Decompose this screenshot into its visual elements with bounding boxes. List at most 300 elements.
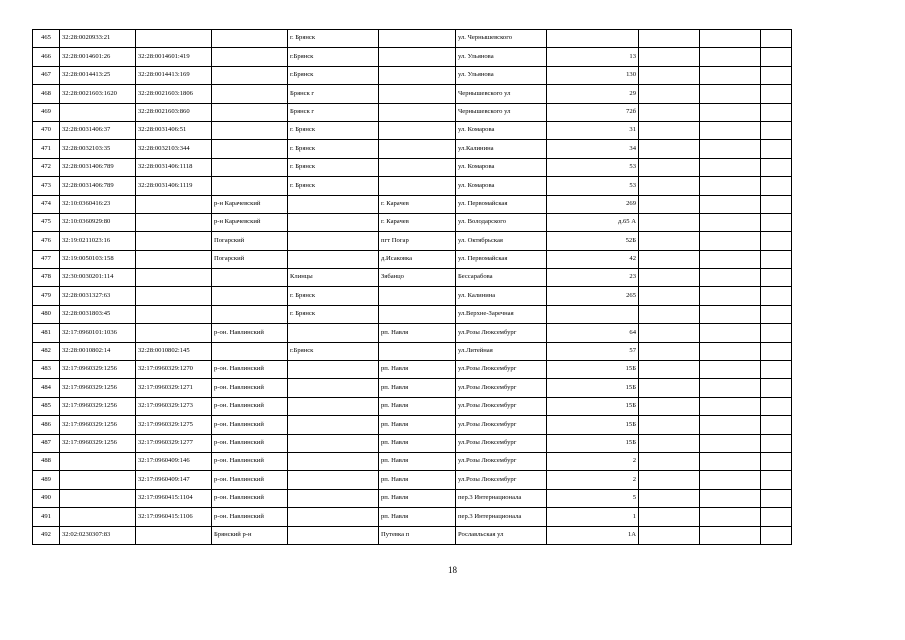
- table-row: [33, 416, 792, 434]
- city-cell: г.Брянск: [288, 66, 379, 84]
- cadastral-number-cell: 32:02:0230307:83: [60, 526, 136, 544]
- street-cell: Чернышевского ул: [456, 103, 547, 121]
- table-row: [33, 434, 792, 452]
- street-cell: ул.Калинина: [456, 140, 547, 158]
- city-cell: [288, 434, 379, 452]
- street-cell: ул. Первомайская: [456, 250, 547, 268]
- city-cell: Брянск г: [288, 85, 379, 103]
- cadastral-number-cell: 32:10:0360929:80: [60, 213, 136, 231]
- cadastral-number-2-cell: [136, 213, 212, 231]
- settlement-cell: г. Карачев: [379, 213, 456, 231]
- row-number: 481: [33, 324, 60, 342]
- cadastral-number-cell: 32:28:0031803:45: [60, 305, 136, 323]
- street-cell: ул. Чернышевского: [456, 30, 547, 48]
- cadastral-number-cell: 32:28:0014413:25: [60, 66, 136, 84]
- cadastral-number-cell: 32:19:0211023:16: [60, 232, 136, 250]
- empty-cell: [700, 379, 761, 397]
- street-cell: ул. Комарова: [456, 177, 547, 195]
- settlement-cell: рп. Навля: [379, 452, 456, 470]
- empty-cell: [700, 121, 761, 139]
- district-cell: р-он. Навлинский: [212, 471, 288, 489]
- row-number: 491: [33, 508, 60, 526]
- city-cell: г.Брянск: [288, 342, 379, 360]
- table-row: [33, 140, 792, 158]
- district-cell: р-он. Навлинский: [212, 508, 288, 526]
- city-cell: [288, 489, 379, 507]
- city-cell: [288, 379, 379, 397]
- empty-cell: [761, 471, 792, 489]
- cadastral-number-cell: 32:28:0032103:35: [60, 140, 136, 158]
- cadastral-number-2-cell: 32:28:0010802:145: [136, 342, 212, 360]
- empty-cell: [639, 416, 700, 434]
- empty-cell: [761, 85, 792, 103]
- empty-cell: [700, 526, 761, 544]
- empty-cell: [761, 158, 792, 176]
- empty-cell: [639, 342, 700, 360]
- house-number-cell: 15Б: [547, 434, 639, 452]
- house-number-cell: 15Б: [547, 416, 639, 434]
- house-number-cell: 265: [547, 287, 639, 305]
- city-cell: г.Брянск: [288, 48, 379, 66]
- empty-cell: [761, 177, 792, 195]
- empty-cell: [761, 379, 792, 397]
- cadastral-number-cell: 32:17:0960101:1036: [60, 324, 136, 342]
- empty-cell: [761, 269, 792, 287]
- empty-cell: [639, 305, 700, 323]
- district-cell: [212, 85, 288, 103]
- table-row: [33, 121, 792, 139]
- district-cell: [212, 140, 288, 158]
- street-cell: ул. Калинина: [456, 287, 547, 305]
- empty-cell: [639, 30, 700, 48]
- cadastral-number-2-cell: 32:17:0960409:146: [136, 452, 212, 470]
- table-row: [33, 30, 792, 48]
- empty-cell: [639, 158, 700, 176]
- house-number-cell: [547, 30, 639, 48]
- empty-cell: [761, 416, 792, 434]
- cadastral-number-2-cell: [136, 305, 212, 323]
- cadastral-number-2-cell: 32:28:0032103:344: [136, 140, 212, 158]
- empty-cell: [639, 324, 700, 342]
- cadastral-number-cell: [60, 489, 136, 507]
- cadastral-number-2-cell: [136, 232, 212, 250]
- district-cell: р-он. Навлинский: [212, 324, 288, 342]
- district-cell: Погарский: [212, 250, 288, 268]
- row-number: 482: [33, 342, 60, 360]
- city-cell: г. Брянск: [288, 177, 379, 195]
- row-number: 483: [33, 361, 60, 379]
- city-cell: [288, 397, 379, 415]
- settlement-cell: рп. Навля: [379, 379, 456, 397]
- district-cell: [212, 158, 288, 176]
- district-cell: [212, 287, 288, 305]
- city-cell: [288, 213, 379, 231]
- house-number-cell: 1А: [547, 526, 639, 544]
- house-number-cell: 15Б: [547, 379, 639, 397]
- row-number: 478: [33, 269, 60, 287]
- cadastral-number-2-cell: 32:17:0960329:1270: [136, 361, 212, 379]
- empty-cell: [761, 287, 792, 305]
- empty-cell: [700, 397, 761, 415]
- table-row: [33, 250, 792, 268]
- address-table: [32, 29, 792, 545]
- house-number-cell: 130: [547, 66, 639, 84]
- empty-cell: [639, 434, 700, 452]
- city-cell: г. Брянск: [288, 30, 379, 48]
- settlement-cell: [379, 158, 456, 176]
- table-row: [33, 489, 792, 507]
- row-number: 469: [33, 103, 60, 121]
- row-number: 479: [33, 287, 60, 305]
- empty-cell: [639, 489, 700, 507]
- house-number-cell: [547, 305, 639, 323]
- settlement-cell: рп. Навля: [379, 489, 456, 507]
- row-number: 492: [33, 526, 60, 544]
- city-cell: Клинцы: [288, 269, 379, 287]
- street-cell: Рославльская ул: [456, 526, 547, 544]
- table-row: [33, 232, 792, 250]
- cadastral-number-2-cell: 32:28:0031406:1119: [136, 177, 212, 195]
- district-cell: р-н Карачевский: [212, 213, 288, 231]
- settlement-cell: Зябанцо: [379, 269, 456, 287]
- empty-cell: [639, 140, 700, 158]
- empty-cell: [700, 269, 761, 287]
- district-cell: [212, 342, 288, 360]
- empty-cell: [700, 177, 761, 195]
- cadastral-number-cell: 32:28:0010802:14: [60, 342, 136, 360]
- empty-cell: [700, 342, 761, 360]
- empty-cell: [700, 489, 761, 507]
- table-row: [33, 195, 792, 213]
- empty-cell: [761, 508, 792, 526]
- house-number-cell: 15Б: [547, 397, 639, 415]
- empty-cell: [761, 361, 792, 379]
- district-cell: [212, 103, 288, 121]
- city-cell: [288, 452, 379, 470]
- settlement-cell: [379, 287, 456, 305]
- empty-cell: [639, 471, 700, 489]
- row-number: 487: [33, 434, 60, 452]
- district-cell: [212, 48, 288, 66]
- settlement-cell: [379, 140, 456, 158]
- row-number: 475: [33, 213, 60, 231]
- row-number: 489: [33, 471, 60, 489]
- house-number-cell: 2: [547, 471, 639, 489]
- empty-cell: [639, 287, 700, 305]
- street-cell: ул. Первомайская: [456, 195, 547, 213]
- settlement-cell: [379, 30, 456, 48]
- table-row: [33, 379, 792, 397]
- empty-cell: [761, 526, 792, 544]
- empty-cell: [700, 324, 761, 342]
- empty-cell: [639, 452, 700, 470]
- house-number-cell: д.65 А: [547, 213, 639, 231]
- table-row: [33, 48, 792, 66]
- table-row: [33, 526, 792, 544]
- house-number-cell: 2: [547, 452, 639, 470]
- house-number-cell: 72б: [547, 103, 639, 121]
- cadastral-number-2-cell: 32:17:0960409:147: [136, 471, 212, 489]
- cadastral-number-cell: [60, 508, 136, 526]
- settlement-cell: рп. Навля: [379, 508, 456, 526]
- cadastral-number-cell: 32:17:0960329:1256: [60, 397, 136, 415]
- street-cell: ул.Розы Люксембург: [456, 416, 547, 434]
- house-number-cell: 53: [547, 177, 639, 195]
- street-cell: ул.Розы Люксембург: [456, 324, 547, 342]
- street-cell: ул. Комарова: [456, 121, 547, 139]
- cadastral-number-2-cell: [136, 195, 212, 213]
- street-cell: ул.Розы Люксембург: [456, 379, 547, 397]
- cadastral-number-cell: 32:17:0960329:1256: [60, 379, 136, 397]
- address-table-container: [32, 29, 792, 545]
- settlement-cell: Путевка п: [379, 526, 456, 544]
- empty-cell: [700, 361, 761, 379]
- empty-cell: [700, 416, 761, 434]
- table-row: [33, 452, 792, 470]
- table-row: [33, 158, 792, 176]
- settlement-cell: рп. Навля: [379, 416, 456, 434]
- cadastral-number-2-cell: 32:28:0031406:1118: [136, 158, 212, 176]
- cadastral-number-cell: 32:30:0030201:114: [60, 269, 136, 287]
- empty-cell: [700, 66, 761, 84]
- cadastral-number-2-cell: [136, 526, 212, 544]
- empty-cell: [639, 397, 700, 415]
- row-number: 485: [33, 397, 60, 415]
- empty-cell: [700, 213, 761, 231]
- empty-cell: [639, 48, 700, 66]
- street-cell: ул.Розы Люксембург: [456, 471, 547, 489]
- cadastral-number-cell: [60, 452, 136, 470]
- house-number-cell: 13: [547, 48, 639, 66]
- table-row: [33, 103, 792, 121]
- row-number: 480: [33, 305, 60, 323]
- city-cell: [288, 250, 379, 268]
- table-row: [33, 177, 792, 195]
- row-number: 470: [33, 121, 60, 139]
- empty-cell: [700, 30, 761, 48]
- city-cell: [288, 195, 379, 213]
- empty-cell: [639, 85, 700, 103]
- city-cell: [288, 508, 379, 526]
- empty-cell: [700, 434, 761, 452]
- street-cell: ул. Ульянова: [456, 66, 547, 84]
- settlement-cell: рп. Навля: [379, 471, 456, 489]
- street-cell: Чернышевского ул: [456, 85, 547, 103]
- cadastral-number-cell: 32:17:0960329:1256: [60, 416, 136, 434]
- row-number: 471: [33, 140, 60, 158]
- street-cell: ул.Верхне-Заречная: [456, 305, 547, 323]
- settlement-cell: [379, 342, 456, 360]
- house-number-cell: 42: [547, 250, 639, 268]
- row-number: 467: [33, 66, 60, 84]
- district-cell: р-он. Навлинский: [212, 416, 288, 434]
- row-number: 468: [33, 85, 60, 103]
- empty-cell: [700, 85, 761, 103]
- empty-cell: [700, 158, 761, 176]
- city-cell: Брянск г: [288, 103, 379, 121]
- cadastral-number-2-cell: 32:28:0031406:51: [136, 121, 212, 139]
- empty-cell: [639, 195, 700, 213]
- house-number-cell: 15Б: [547, 361, 639, 379]
- row-number: 484: [33, 379, 60, 397]
- empty-cell: [761, 213, 792, 231]
- row-number: 466: [33, 48, 60, 66]
- cadastral-number-cell: 32:28:0031406:37: [60, 121, 136, 139]
- street-cell: ул.Розы Люксембург: [456, 397, 547, 415]
- empty-cell: [761, 48, 792, 66]
- street-cell: ул. Октябрьская: [456, 232, 547, 250]
- cadastral-number-cell: [60, 103, 136, 121]
- empty-cell: [761, 121, 792, 139]
- settlement-cell: [379, 66, 456, 84]
- empty-cell: [761, 103, 792, 121]
- house-number-cell: 1: [547, 508, 639, 526]
- cadastral-number-cell: 32:28:0021603:1620: [60, 85, 136, 103]
- row-number: 465: [33, 30, 60, 48]
- street-cell: пер.3 Интернационала: [456, 489, 547, 507]
- city-cell: [288, 232, 379, 250]
- city-cell: г. Брянск: [288, 305, 379, 323]
- district-cell: [212, 30, 288, 48]
- district-cell: р-он. Навлинский: [212, 397, 288, 415]
- cadastral-number-cell: 32:28:0031406:789: [60, 177, 136, 195]
- row-number: 476: [33, 232, 60, 250]
- empty-cell: [700, 103, 761, 121]
- cadastral-number-2-cell: [136, 269, 212, 287]
- cadastral-number-2-cell: [136, 287, 212, 305]
- cadastral-number-cell: 32:19:0050103:158: [60, 250, 136, 268]
- table-row: [33, 324, 792, 342]
- house-number-cell: 52Б: [547, 232, 639, 250]
- empty-cell: [700, 250, 761, 268]
- empty-cell: [700, 508, 761, 526]
- empty-cell: [700, 452, 761, 470]
- row-number: 477: [33, 250, 60, 268]
- empty-cell: [639, 269, 700, 287]
- table-row: [33, 269, 792, 287]
- street-cell: ул.Литейная: [456, 342, 547, 360]
- street-cell: Бессарабова: [456, 269, 547, 287]
- row-number: 490: [33, 489, 60, 507]
- settlement-cell: [379, 305, 456, 323]
- cadastral-number-cell: 32:28:0014601:26: [60, 48, 136, 66]
- table-row: [33, 471, 792, 489]
- settlement-cell: [379, 48, 456, 66]
- cadastral-number-cell: 32:28:0031406:789: [60, 158, 136, 176]
- street-cell: пер.3 Интернационала: [456, 508, 547, 526]
- empty-cell: [700, 232, 761, 250]
- row-number: 488: [33, 452, 60, 470]
- district-cell: [212, 269, 288, 287]
- cadastral-number-2-cell: 32:28:0014601:419: [136, 48, 212, 66]
- cadastral-number-2-cell: [136, 30, 212, 48]
- empty-cell: [761, 140, 792, 158]
- table-row: [33, 287, 792, 305]
- city-cell: [288, 361, 379, 379]
- district-cell: р-он. Навлинский: [212, 434, 288, 452]
- empty-cell: [639, 177, 700, 195]
- district-cell: р-он. Навлинский: [212, 489, 288, 507]
- city-cell: г. Брянск: [288, 140, 379, 158]
- empty-cell: [639, 232, 700, 250]
- empty-cell: [639, 250, 700, 268]
- district-cell: [212, 121, 288, 139]
- settlement-cell: рп. Навля: [379, 434, 456, 452]
- cadastral-number-cell: 32:28:0031327:63: [60, 287, 136, 305]
- city-cell: г. Брянск: [288, 158, 379, 176]
- cadastral-number-2-cell: 32:28:0021603:860: [136, 103, 212, 121]
- page-number: 18: [448, 565, 457, 575]
- table-row: [33, 213, 792, 231]
- row-number: 486: [33, 416, 60, 434]
- house-number-cell: 34: [547, 140, 639, 158]
- empty-cell: [639, 121, 700, 139]
- street-cell: ул. Комарова: [456, 158, 547, 176]
- cadastral-number-2-cell: [136, 250, 212, 268]
- empty-cell: [639, 526, 700, 544]
- cadastral-number-2-cell: 32:17:0960415:1104: [136, 489, 212, 507]
- settlement-cell: [379, 103, 456, 121]
- row-number: 472: [33, 158, 60, 176]
- district-cell: р-он. Навлинский: [212, 452, 288, 470]
- cadastral-number-cell: 32:10:0360416:23: [60, 195, 136, 213]
- district-cell: [212, 66, 288, 84]
- settlement-cell: рп. Навля: [379, 397, 456, 415]
- empty-cell: [761, 342, 792, 360]
- street-cell: ул.Розы Люксембург: [456, 452, 547, 470]
- cadastral-number-cell: 32:28:0020933:21: [60, 30, 136, 48]
- cadastral-number-2-cell: [136, 324, 212, 342]
- district-cell: р-он. Навлинский: [212, 361, 288, 379]
- settlement-cell: [379, 177, 456, 195]
- house-number-cell: 53: [547, 158, 639, 176]
- street-cell: ул.Розы Люксембург: [456, 434, 547, 452]
- settlement-cell: [379, 121, 456, 139]
- table-row: [33, 305, 792, 323]
- empty-cell: [700, 305, 761, 323]
- row-number: 473: [33, 177, 60, 195]
- empty-cell: [761, 452, 792, 470]
- cadastral-number-2-cell: 32:17:0960415:1106: [136, 508, 212, 526]
- empty-cell: [761, 397, 792, 415]
- row-number: 474: [33, 195, 60, 213]
- house-number-cell: 23: [547, 269, 639, 287]
- city-cell: [288, 526, 379, 544]
- empty-cell: [700, 471, 761, 489]
- house-number-cell: 64: [547, 324, 639, 342]
- empty-cell: [700, 195, 761, 213]
- house-number-cell: 31: [547, 121, 639, 139]
- house-number-cell: 5: [547, 489, 639, 507]
- street-cell: ул.Розы Люксембург: [456, 361, 547, 379]
- settlement-cell: д.Исаковка: [379, 250, 456, 268]
- empty-cell: [761, 195, 792, 213]
- cadastral-number-2-cell: 32:28:0014413:169: [136, 66, 212, 84]
- cadastral-number-2-cell: 32:17:0960329:1271: [136, 379, 212, 397]
- district-cell: Погарский: [212, 232, 288, 250]
- city-cell: [288, 416, 379, 434]
- empty-cell: [700, 48, 761, 66]
- table-row: [33, 397, 792, 415]
- empty-cell: [700, 140, 761, 158]
- empty-cell: [761, 30, 792, 48]
- empty-cell: [761, 434, 792, 452]
- empty-cell: [639, 103, 700, 121]
- city-cell: г. Брянск: [288, 287, 379, 305]
- cadastral-number-2-cell: 32:17:0960329:1273: [136, 397, 212, 415]
- empty-cell: [639, 66, 700, 84]
- house-number-cell: 57: [547, 342, 639, 360]
